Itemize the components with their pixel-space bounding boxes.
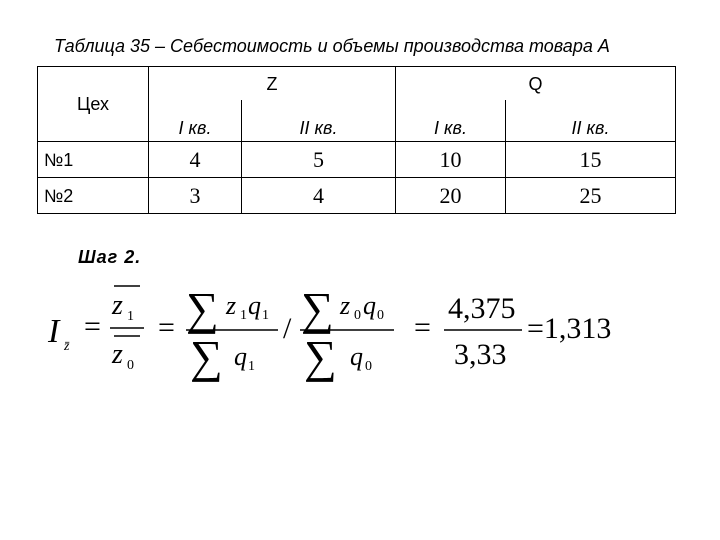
z1-subscript: 1 <box>127 309 134 324</box>
header-q-q1: I кв. <box>396 100 506 142</box>
table-caption: Таблица 35 – Себестоимость и объемы производства товара А <box>54 36 610 56</box>
sigma-icon: ∑ <box>186 283 219 334</box>
q1-symbol: q <box>234 342 247 371</box>
table-row <box>38 142 676 178</box>
index-symbol: I <box>48 313 60 350</box>
cell-value: 15 <box>506 142 676 178</box>
index-subscript: z̄ <box>64 339 70 354</box>
z0-subscript: 0 <box>354 308 361 323</box>
header-q: Q <box>396 67 676 101</box>
header-z-q2: II кв. <box>242 100 396 142</box>
table-row <box>38 178 676 214</box>
equals-sign: = <box>414 311 431 344</box>
q1-subscript: 1 <box>262 308 269 323</box>
cell-value: 4 <box>242 178 396 214</box>
q1-symbol: q <box>248 291 261 320</box>
numerator-value: 4,375 <box>448 292 516 325</box>
q1-subscript: 1 <box>248 359 255 374</box>
result-value: =1,313 <box>527 312 612 345</box>
sigma-icon: ∑ <box>304 331 337 382</box>
price-index-formula <box>0 270 720 390</box>
header-q-q2: II кв. <box>506 100 676 142</box>
z1-symbol: z <box>112 290 123 321</box>
q0-subscript: 0 <box>377 308 384 323</box>
equals-sign: = <box>158 311 175 344</box>
z0-symbol: z <box>340 291 351 320</box>
table-header-row <box>38 67 676 101</box>
cell-value: 25 <box>506 178 676 214</box>
step-label: Шаг 2. <box>78 247 142 267</box>
cell-value: 3 <box>149 178 242 214</box>
cell-value: 20 <box>396 178 506 214</box>
z1-subscript: 1 <box>240 308 247 323</box>
z0-subscript: 0 <box>127 358 134 373</box>
cell-value: 10 <box>396 142 506 178</box>
slash-sign: / <box>283 312 292 345</box>
row-label: №2 <box>38 178 149 214</box>
cost-volume-table <box>37 66 676 214</box>
denominator-value: 3,33 <box>454 338 507 371</box>
header-z-q1: I кв. <box>149 100 242 142</box>
sigma-icon: ∑ <box>301 283 334 334</box>
q0-symbol: q <box>363 291 376 320</box>
equals-sign: = <box>84 310 101 343</box>
cell-value: 4 <box>149 142 242 178</box>
header-z: Z <box>149 67 396 101</box>
z0-symbol: z <box>112 339 123 370</box>
formula-svg <box>0 270 720 390</box>
sigma-icon: ∑ <box>190 331 223 382</box>
row-label: №1 <box>38 142 149 178</box>
z1-symbol: z <box>226 291 237 320</box>
q0-symbol: q <box>350 342 363 371</box>
cell-value: 5 <box>242 142 396 178</box>
header-workshop: Цех <box>38 67 149 142</box>
q0-subscript: 0 <box>365 359 372 374</box>
